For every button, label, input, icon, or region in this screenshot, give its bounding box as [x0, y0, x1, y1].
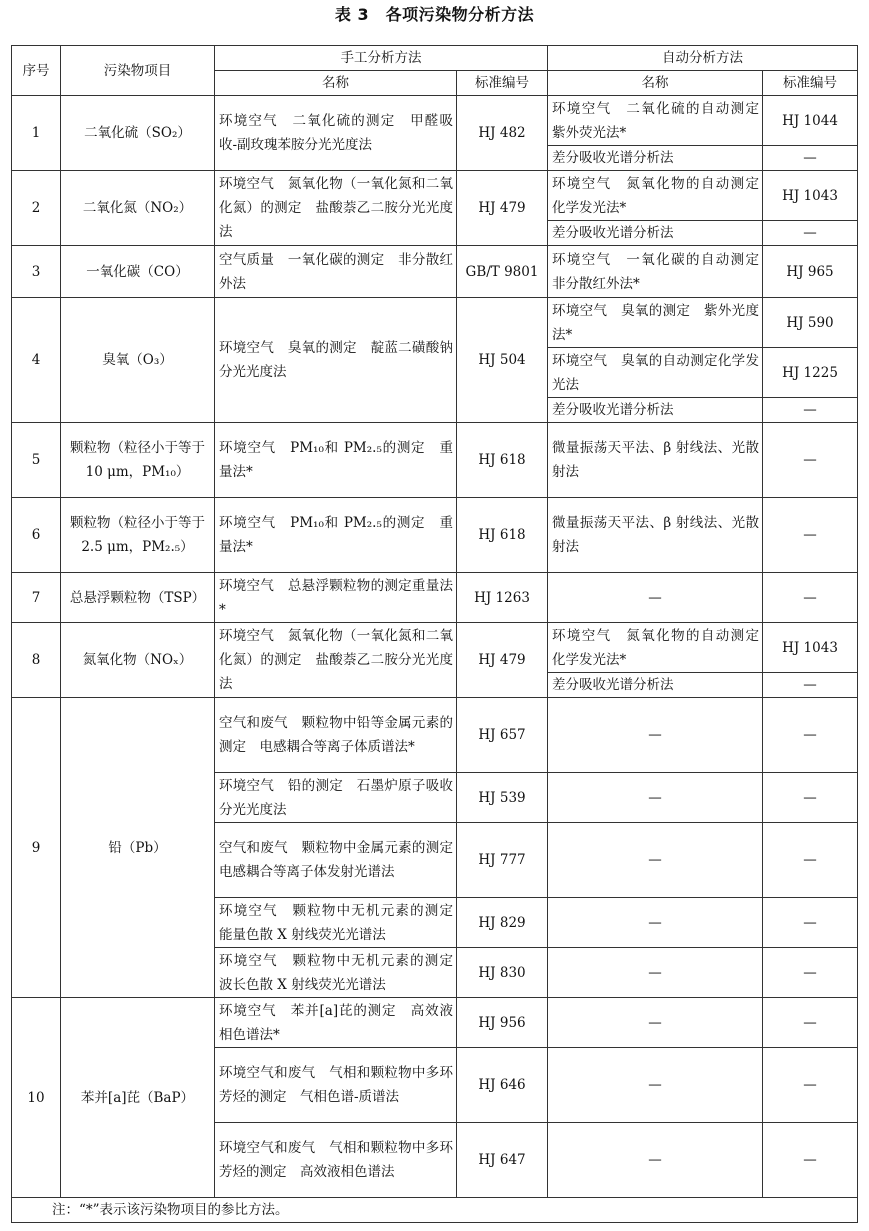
- manual-method-std: HJ 956: [457, 998, 548, 1048]
- auto-method-name: 环境空气 臭氧的自动测定化学发光法: [548, 348, 763, 398]
- manual-method-std: HJ 482: [457, 96, 548, 171]
- manual-method-std: HJ 1263: [457, 573, 548, 623]
- manual-method-name: 空气和废气 颗粒物中铅等金属元素的测定 电感耦合等离子体质谱法*: [215, 698, 457, 773]
- auto-method-std: —: [763, 948, 858, 998]
- row-seq: 4: [12, 298, 61, 423]
- auto-method-std: HJ 1044: [763, 96, 858, 146]
- row-seq: 8: [12, 623, 61, 698]
- auto-method-name: 环境空气 氮氧化物的自动测定 化学发光法*: [548, 623, 763, 673]
- row-seq: 5: [12, 423, 61, 498]
- row-seq: 1: [12, 96, 61, 171]
- manual-method-name: 环境空气 颗粒物中无机元素的测定 波长色散 X 射线荧光光谱法: [215, 948, 457, 998]
- auto-method-std: —: [763, 823, 858, 898]
- manual-method-name: 环境空气和废气 气相和颗粒物中多环芳烃的测定 高效液相色谱法: [215, 1123, 457, 1198]
- pollutant-name: 颗粒物（粒径小于等于 2.5 μm，PM₂.₅）: [61, 498, 215, 573]
- manual-method-name: 环境空气 PM₁₀和 PM₂.₅的测定 重量法*: [215, 498, 457, 573]
- header-auto-std: 标准编号: [763, 71, 858, 96]
- row-seq: 2: [12, 171, 61, 246]
- row-seq: 3: [12, 246, 61, 298]
- auto-method-name: 环境空气 二氧化硫的自动测定 紫外荧光法*: [548, 96, 763, 146]
- row-seq: 9: [12, 698, 61, 998]
- manual-method-name: 空气质量 一氧化碳的测定 非分散红外法: [215, 246, 457, 298]
- auto-method-name: 环境空气 氮氧化物的自动测定 化学发光法*: [548, 171, 763, 221]
- pollutant-name: 颗粒物（粒径小于等于 10 μm，PM₁₀）: [61, 423, 215, 498]
- auto-method-name: —: [548, 698, 763, 773]
- auto-method-name: —: [548, 773, 763, 823]
- pollutant-name: 臭氧（O₃）: [61, 298, 215, 423]
- table-note: 注：“*”表示该污染物项目的参比方法。: [12, 1198, 858, 1223]
- auto-method-std: HJ 1043: [763, 171, 858, 221]
- manual-method-std: GB/T 9801: [457, 246, 548, 298]
- auto-method-name: 微量振荡天平法、β 射线法、光散射法: [548, 423, 763, 498]
- manual-method-std: HJ 829: [457, 898, 548, 948]
- manual-method-std: HJ 618: [457, 423, 548, 498]
- auto-method-name: —: [548, 898, 763, 948]
- manual-method-std: HJ 657: [457, 698, 548, 773]
- auto-method-std: —: [763, 898, 858, 948]
- manual-method-std: HJ 830: [457, 948, 548, 998]
- pollutant-name: 氮氧化物（NOₓ）: [61, 623, 215, 698]
- table-title: 表 3 各项污染物分析方法: [334, 5, 535, 24]
- header-item: 污染物项目: [61, 46, 215, 96]
- auto-method-std: —: [763, 673, 858, 698]
- auto-method-name: 微量振荡天平法、β 射线法、光散射法: [548, 498, 763, 573]
- pollutant-name: 二氧化氮（NO₂）: [61, 171, 215, 246]
- auto-method-name: 差分吸收光谱分析法: [548, 398, 763, 423]
- auto-method-std: —: [763, 423, 858, 498]
- auto-method-std: —: [763, 998, 858, 1048]
- header-manual: 手工分析方法: [215, 46, 548, 71]
- auto-method-name: —: [548, 823, 763, 898]
- header-auto-name: 名称: [548, 71, 763, 96]
- manual-method-name: 环境空气和废气 气相和颗粒物中多环芳烃的测定 气相色谱-质谱法: [215, 1048, 457, 1123]
- auto-method-std: HJ 965: [763, 246, 858, 298]
- manual-method-name: 环境空气 氮氧化物（一氧化氮和二氧化氮）的测定 盐酸萘乙二胺分光光度法: [215, 171, 457, 246]
- auto-method-std: HJ 590: [763, 298, 858, 348]
- auto-method-name: 差分吸收光谱分析法: [548, 673, 763, 698]
- auto-method-std: —: [763, 221, 858, 246]
- auto-method-std: —: [763, 698, 858, 773]
- manual-method-std: HJ 479: [457, 623, 548, 698]
- pollutant-name: 一氧化碳（CO）: [61, 246, 215, 298]
- auto-method-name: 环境空气 臭氧的测定 紫外光度法*: [548, 298, 763, 348]
- auto-method-std: —: [763, 773, 858, 823]
- auto-method-std: —: [763, 1123, 858, 1198]
- header-seq: 序号: [12, 46, 61, 96]
- pollutant-analysis-table: [11, 45, 858, 1223]
- manual-method-name: 环境空气 臭氧的测定 靛蓝二磺酸钠分光光度法: [215, 298, 457, 423]
- manual-method-name: 环境空气 颗粒物中无机元素的测定 能量色散 X 射线荧光光谱法: [215, 898, 457, 948]
- row-seq: 10: [12, 998, 61, 1198]
- manual-method-std: HJ 646: [457, 1048, 548, 1123]
- header-manual-name: 名称: [215, 71, 457, 96]
- auto-method-name: —: [548, 998, 763, 1048]
- manual-method-name: 环境空气 总悬浮颗粒物的测定重量法*: [215, 573, 457, 623]
- auto-method-name: —: [548, 1048, 763, 1123]
- manual-method-name: 环境空气 氮氧化物（一氧化氮和二氧化氮）的测定 盐酸萘乙二胺分光光度法: [215, 623, 457, 698]
- manual-method-std: HJ 777: [457, 823, 548, 898]
- auto-method-std: —: [763, 146, 858, 171]
- row-seq: 7: [12, 573, 61, 623]
- pollutant-name: 铅（Pb）: [61, 698, 215, 998]
- auto-method-std: —: [763, 573, 858, 623]
- manual-method-name: 环境空气 苯并[a]芘的测定 高效液相色谱法*: [215, 998, 457, 1048]
- header-auto: 自动分析方法: [548, 46, 858, 71]
- pollutant-name: 总悬浮颗粒物（TSP）: [61, 573, 215, 623]
- auto-method-name: —: [548, 1123, 763, 1198]
- auto-method-std: —: [763, 498, 858, 573]
- auto-method-name: —: [548, 948, 763, 998]
- header-manual-std: 标准编号: [457, 71, 548, 96]
- auto-method-name: 差分吸收光谱分析法: [548, 146, 763, 171]
- auto-method-name: 差分吸收光谱分析法: [548, 221, 763, 246]
- pollutant-name: 二氧化硫（SO₂）: [61, 96, 215, 171]
- manual-method-std: HJ 479: [457, 171, 548, 246]
- auto-method-name: —: [548, 573, 763, 623]
- pollutant-name: 苯并[a]芘（BaP）: [61, 998, 215, 1198]
- auto-method-std: HJ 1225: [763, 348, 858, 398]
- manual-method-name: 环境空气 PM₁₀和 PM₂.₅的测定 重量法*: [215, 423, 457, 498]
- manual-method-std: HJ 539: [457, 773, 548, 823]
- auto-method-std: —: [763, 1048, 858, 1123]
- auto-method-name: 环境空气 一氧化碳的自动测定 非分散红外法*: [548, 246, 763, 298]
- auto-method-std: —: [763, 398, 858, 423]
- auto-method-std: HJ 1043: [763, 623, 858, 673]
- manual-method-name: 环境空气 二氧化硫的测定 甲醛吸收-副玫瑰苯胺分光光度法: [215, 96, 457, 171]
- manual-method-std: HJ 504: [457, 298, 548, 423]
- manual-method-std: HJ 618: [457, 498, 548, 573]
- manual-method-name: 环境空气 铅的测定 石墨炉原子吸收分光光度法: [215, 773, 457, 823]
- manual-method-std: HJ 647: [457, 1123, 548, 1198]
- row-seq: 6: [12, 498, 61, 573]
- manual-method-name: 空气和废气 颗粒物中金属元素的测定 电感耦合等离子体发射光谱法: [215, 823, 457, 898]
